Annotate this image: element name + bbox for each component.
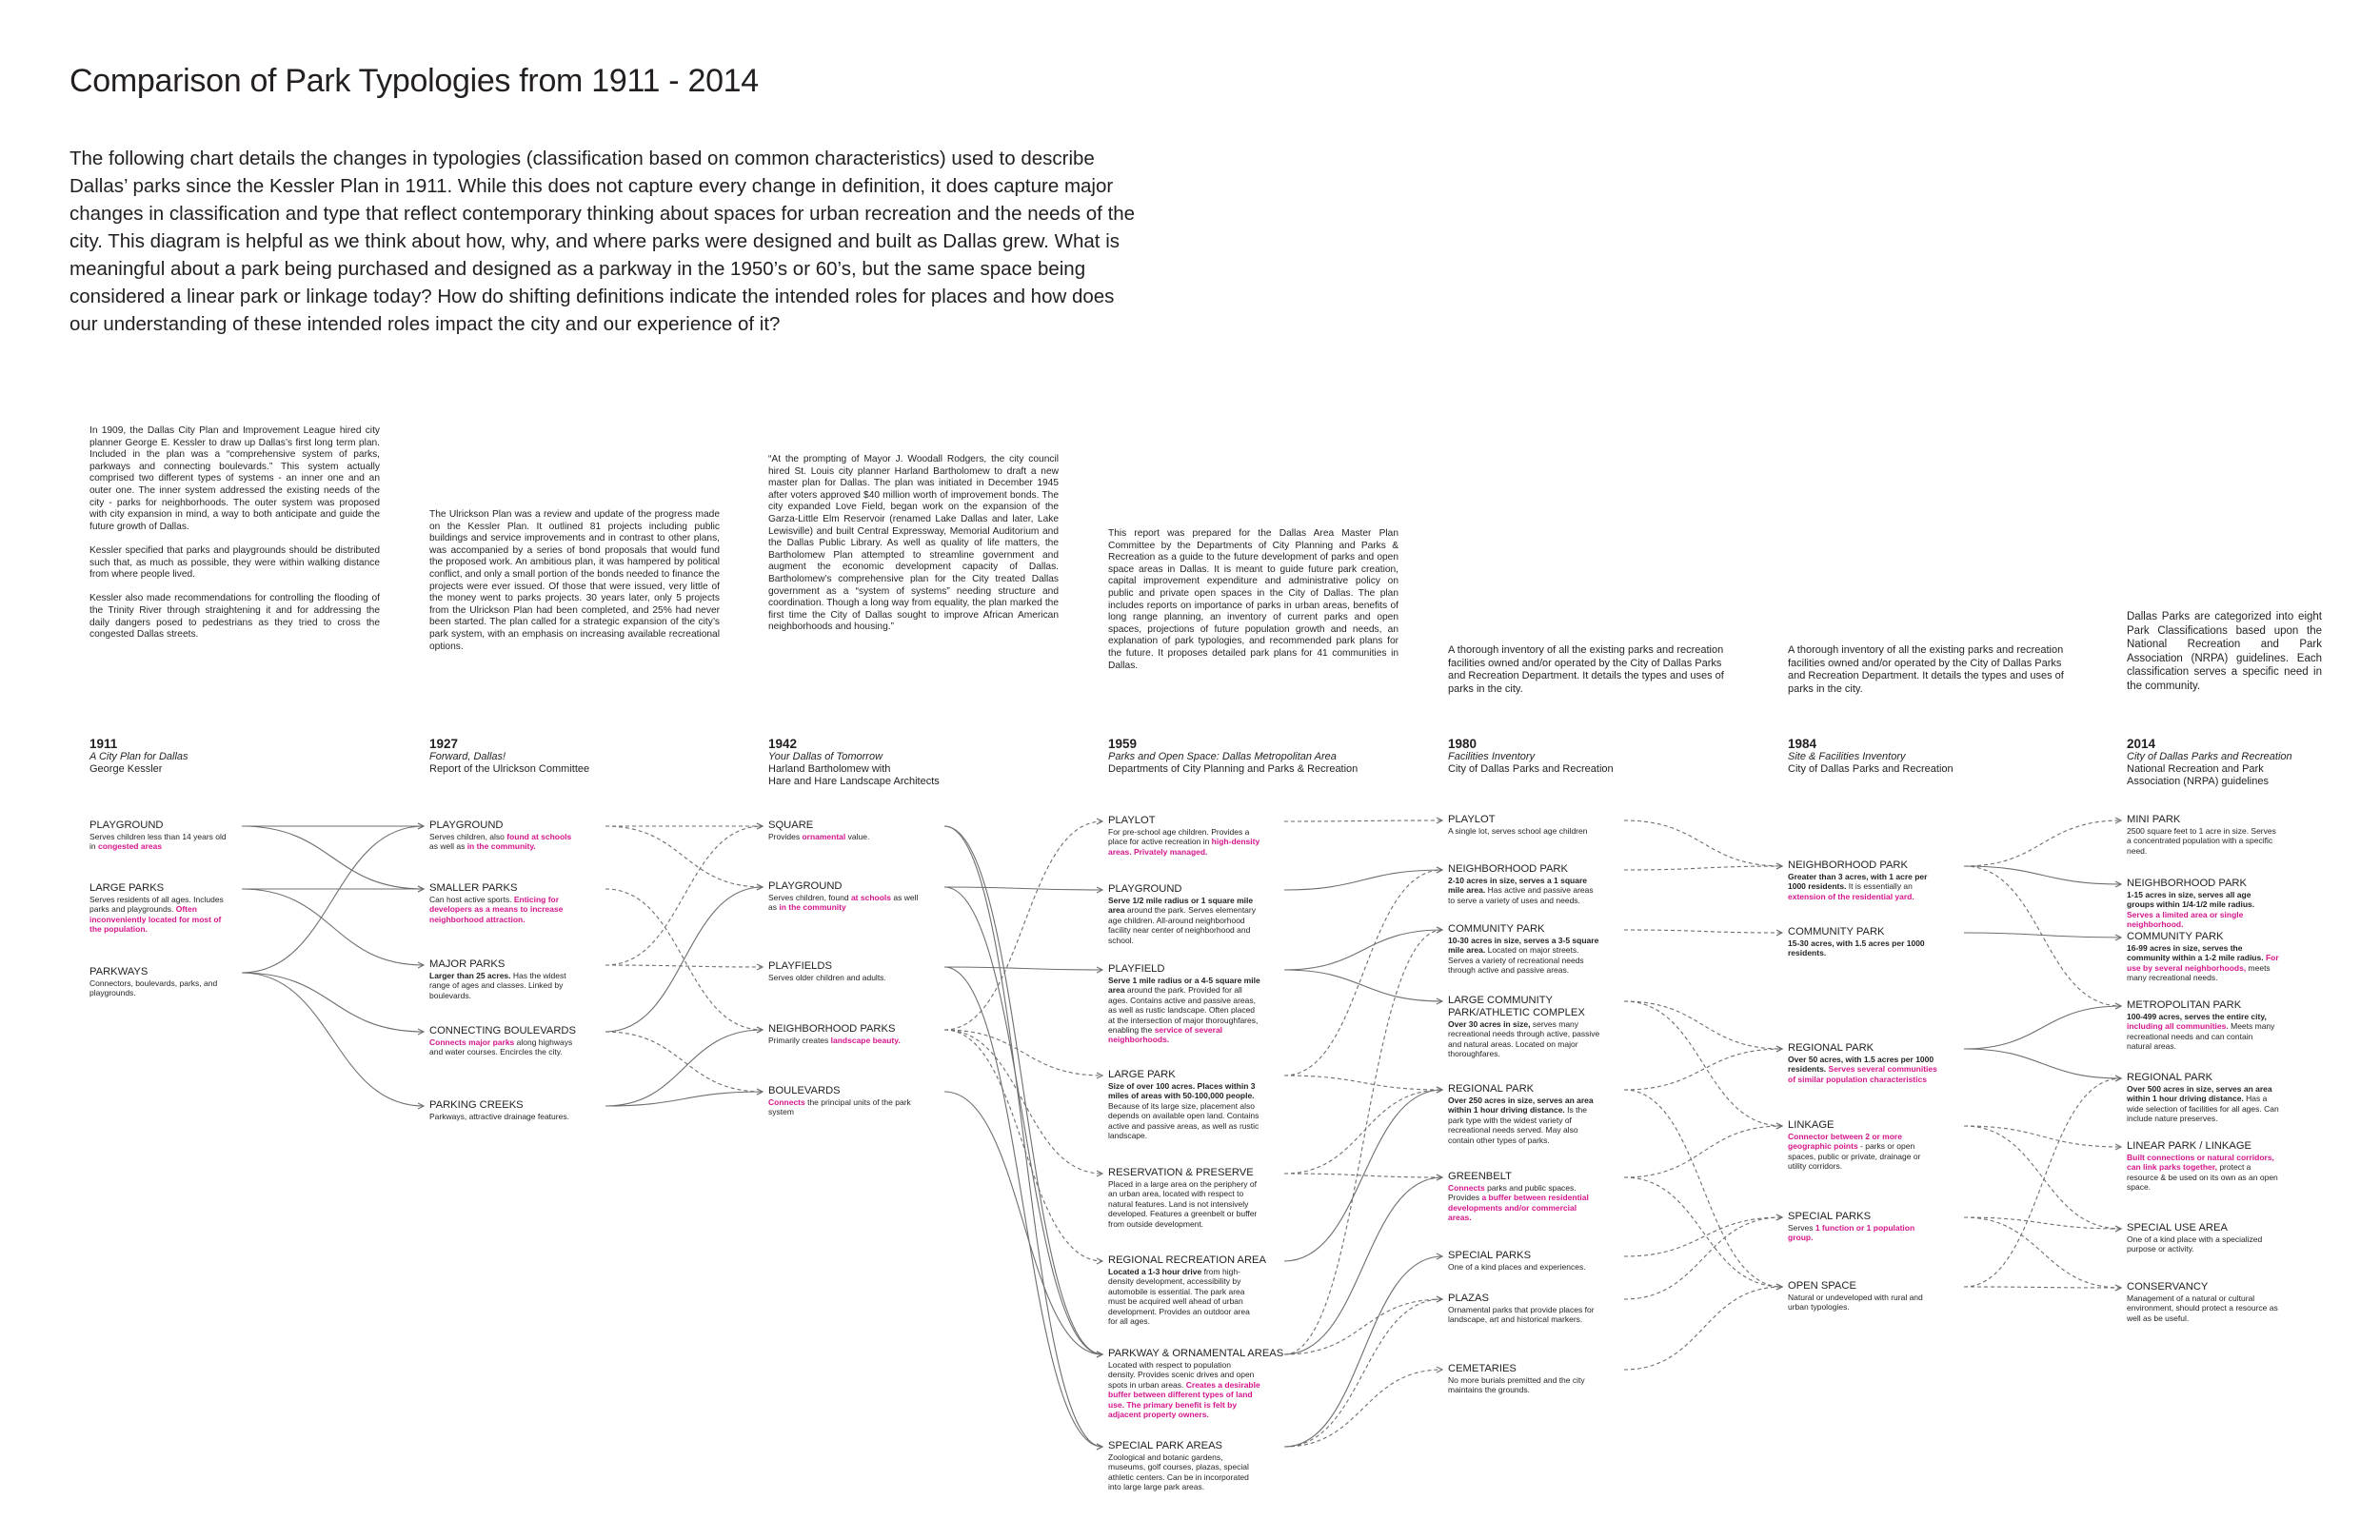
park-type (1448, 1363, 1629, 1395)
park-type (768, 880, 949, 913)
typology-link (1284, 870, 1442, 1076)
typology-link (1284, 930, 1442, 970)
park-type (768, 1023, 949, 1045)
park-type-name: RESERVATION & PRESERVE (1108, 1167, 1254, 1178)
column-year: 1942 (768, 737, 798, 751)
column-year: 1911 (89, 737, 118, 751)
park-type-name: PLAYLOT (1108, 815, 1156, 826)
typology-link (1624, 1217, 1782, 1256)
column-year: 1927 (429, 737, 459, 751)
park-type-description: Larger than 25 acres. Has the widest range of ages and classes. Linked by boulevards. (429, 971, 566, 1000)
plan-author: Harland Bartholomew with Hare and Hare Landscape Architects (768, 763, 940, 787)
park-type-name: PLAYLOT (1448, 814, 1496, 825)
park-type-description: Natural or undeveloped with rural and urban typologies. (1788, 1293, 1923, 1313)
intro-paragraph: The following chart details the changes in typologies (classification based on common characteristics) used to describe Dallas’ parks since the Kessler Plan in 1911. While this does not capture every change in definition, it does capture major changes in classification and type that reflect contemporary thinking about spaces for urban recreation and the needs of the city. This diagram is helpful as we think about how, why, and where parks were designed and built as Dallas grew. What is meaningful about a park being purchased and designed as a parkway in the 1950’s or 60’s, but the same space being considered a linear park or linkage today? How do shifting definitions indicate the intended roles for places and how does our understanding of these intended roles impact the city and our experience of it? (69, 148, 1136, 335)
park-type-description: 10-30 acres in size, serves a 3-5 square mile area. Located on major streets. Serves a variety of recreational needs through active and passive areas. (1448, 936, 1599, 976)
park-type-description: Parkways, attractive drainage features. (429, 1112, 569, 1121)
park-type-name: NEIGHBORHOOD PARK (1448, 863, 1568, 875)
column-year: 1959 (1108, 737, 1138, 751)
park-type (1788, 1042, 1969, 1084)
park-type (89, 819, 232, 852)
column-header (1788, 737, 1954, 776)
park-type-description: Zoological and botanic gardens, museums, golf courses, plazas, special athletic centers. Can be in incorporated into large large park areas. (1108, 1452, 1249, 1492)
typology-link (1624, 866, 1782, 870)
park-type-description: Connects parks and public spaces. Provides a buffer between residential developments and/or commercial areas. (1448, 1183, 1589, 1223)
park-type-description: 16-99 acres in size, serves the community within a 1-2 mile radius. For use by several neighborhoods, meets many recreational needs. (2127, 943, 2279, 983)
park-type-description: Serves children, found at schools as well as in the community (768, 893, 919, 913)
plan-title: Your Dallas of Tomorrow (768, 751, 883, 762)
typology-link (605, 1092, 763, 1106)
park-type-name: REGIONAL PARK (2127, 1072, 2213, 1083)
typology-link (1284, 1177, 1442, 1354)
park-type-name: COMMUNITY PARK (2127, 931, 2224, 942)
column-description: In 1909, the Dallas City Plan and Improvement League hired city planner George E. Kessler to draw up Dallas’s first long term plan. Included in the plan was a “comprehensive system of parks, parkways and connecting boulevards.” This system actually comprised two different types of systems - an inner one and an outer one. The inner system addressed the existing needs of the city - parks for neighborhoods. The outer system was proposed with city expansion in mind, a way to both anticipate and guide the future growth of Dallas. Kessler specified that parks and playgrounds should be distributed such that, as much as possible, they were within walking distance from where people lived. Kessler also made recommendations for controlling the flooding of the Trinity River through straightening it and for addressing the daily dangers posed to pedestrians as they tried to cross the congested Dallas streets. (89, 425, 380, 641)
park-type (2127, 1072, 2308, 1124)
column-year: 2014 (2127, 737, 2156, 751)
typology-link (1964, 1126, 2121, 1229)
plan-title: Facilities Inventory (1448, 751, 1536, 762)
park-type-description: Over 50 acres, with 1.5 acres per 1000 residents. Serves several communities of similar population characteristics (1788, 1055, 1937, 1084)
park-type (1448, 1293, 1629, 1325)
park-type (89, 882, 232, 935)
park-type-name: LINKAGE (1788, 1119, 1835, 1131)
park-type-name: PLAYFIELDS (768, 960, 832, 972)
park-type (1788, 926, 1969, 958)
park-type (768, 1085, 949, 1117)
typology-link (1964, 1006, 2121, 1049)
plan-title: A City Plan for Dallas (89, 751, 188, 762)
typology-link (1624, 1090, 1782, 1287)
park-type-name: NEIGHBORHOOD PARK (2127, 878, 2247, 889)
typology-link (1284, 1256, 1442, 1447)
park-type-description: Primarily creates landscape beauty. (768, 1036, 901, 1045)
park-type-name: CONNECTING BOULEVARDS (429, 1025, 576, 1037)
park-type-name: PARKWAY & ORNAMENTAL AREAS (1108, 1348, 1284, 1359)
typology-link (944, 1030, 1102, 1174)
park-type (1448, 1250, 1629, 1272)
typology-link (1284, 1299, 1442, 1447)
park-type (1108, 1440, 1289, 1492)
park-type-name: PARKWAYS (89, 966, 149, 977)
typology-link (1964, 866, 2121, 884)
park-type-description: 15-30 acres, with 1.5 acres per 1000 residents. (1788, 938, 1925, 958)
typology-link (242, 973, 424, 1032)
park-type (1448, 863, 1629, 905)
park-type (1108, 1167, 1289, 1229)
typology-link (944, 821, 1102, 1030)
park-type-description: Over 500 acres in size, serves an area within 1 hour driving distance. Has a wide selection of facilities for all ages. Can include nature preserves. (2127, 1084, 2279, 1124)
park-type-description: Over 30 acres in size, serves many recreational needs through active, passive and natural areas. Located on major thoroughfares. (1448, 1019, 1600, 1059)
park-type (429, 1099, 610, 1121)
column-header (1448, 737, 1614, 776)
column-header (89, 737, 188, 776)
column-header (1108, 737, 1358, 776)
typology-link (1284, 870, 1442, 890)
park-type-name: MAJOR PARKS (429, 958, 506, 970)
typology-link (944, 1030, 1102, 1076)
park-type (429, 819, 610, 852)
park-type (1788, 1211, 1969, 1243)
park-type-description: A single lot, serves school age children (1448, 826, 1588, 836)
park-type (1108, 1254, 1289, 1326)
park-type (1108, 1348, 1289, 1419)
typology-link (944, 967, 1102, 970)
park-type (1788, 859, 1969, 901)
park-type (2127, 814, 2308, 856)
typology-link (1284, 1370, 1442, 1447)
park-type-name: SMALLER PARKS (429, 882, 518, 894)
typology-link (1964, 820, 2121, 866)
park-type-name: SPECIAL PARK AREAS (1108, 1440, 1223, 1451)
park-type-description: Connectors, boulevards, parks, and playgrounds. (89, 978, 218, 998)
park-type (768, 819, 949, 841)
park-type-description: Serves children, also found at schools as well as in the community. (429, 832, 572, 852)
park-type-name: GREENBELT (1448, 1171, 1512, 1182)
park-type (1788, 1119, 1969, 1172)
park-type-description: Built connections or natural corridors, can link parks together, protect a resource & be used on its own as an open space. (2127, 1153, 2278, 1193)
park-type (89, 966, 232, 998)
park-type-name: SQUARE (768, 819, 814, 831)
park-type (429, 958, 610, 1000)
park-type-name: COMMUNITY PARK (1788, 926, 1885, 938)
park-type (1448, 1083, 1629, 1145)
park-type-name: BOULEVARDS (768, 1085, 841, 1096)
typology-link (1624, 1126, 1782, 1177)
typology-link (1624, 1217, 1782, 1299)
park-type-description: Ornamental parks that provide places for landscape, art and historical markers. (1448, 1305, 1595, 1325)
park-type-description: Serves older children and adults. (768, 973, 886, 982)
typology-link (1964, 866, 2121, 1006)
park-type-name: PLAYGROUND (89, 819, 164, 831)
typology-link (605, 887, 763, 1032)
typology-link (1964, 1049, 2121, 1078)
typology-link (944, 967, 1102, 1447)
typology-link (605, 965, 763, 967)
park-type-name: LARGE PARKS (89, 882, 165, 894)
park-type-name: CEMETARIES (1448, 1363, 1517, 1374)
typology-link (605, 826, 763, 965)
column-year: 1980 (1448, 737, 1478, 751)
column-description: Dallas Parks are categorized into eight Park Classifications based upon the National Recreation and Park Association (NRPA) guidelines. Each classification serves a specific need in the community. (2127, 611, 2322, 692)
typology-link (1624, 1049, 1782, 1090)
typology-link (605, 826, 763, 887)
plan-title: Site & Facilities Inventory (1788, 751, 1906, 762)
plan-title: Forward, Dallas! (429, 751, 506, 762)
park-type-description: Can host active sports. Enticing for developers as a means to increase neighborhood attraction. (429, 895, 564, 924)
park-type-description: 2-10 acres in size, serves a 1 square mile area. Has active and passive areas to serve a variety of uses and needs. (1448, 876, 1594, 905)
park-type (429, 882, 610, 924)
park-type-description: Greater than 3 acres, with 1 acre per 1000 residents. It is essentially an extension of the residential yard. (1788, 872, 1928, 901)
park-type-description: Serve 1 mile radius or a 4-5 square mile area around the park. Provided for all ages. Contains active and passive areas, as well as rustic landscape. Often placed at the intersection of major thoroughfares, enabling the service of several neighborhoods. (1108, 976, 1260, 1045)
plan-author: City of Dallas Parks and Recreation (1788, 763, 1954, 775)
park-type (2127, 878, 2308, 930)
park-type-name: METROPOLITAN PARK (2127, 999, 2242, 1011)
park-type (1448, 995, 1605, 1059)
plan-author: City of Dallas Parks and Recreation (1448, 763, 1614, 775)
park-type (2127, 1222, 2308, 1254)
page-title: Comparison of Park Typologies from 1911 - 2014 (69, 63, 759, 99)
park-type (2127, 1281, 2308, 1323)
park-type-name: SPECIAL PARKS (1788, 1211, 1872, 1222)
park-type-description: Management of a natural or cultural environment, should protect a resource as well as be useful. (2127, 1293, 2278, 1323)
typology-link (1964, 1217, 2121, 1229)
plan-author: Departments of City Planning and Parks & Recreation (1108, 763, 1359, 775)
park-type-description: Located a 1-3 hour drive from high-density development, accessibility by automobile is essential. The park area must be acquired well ahead of urban development. Provides an outdoor area for all ages. (1108, 1267, 1250, 1327)
park-type-description: Connects the principal units of the park system (768, 1097, 911, 1117)
typology-link (1284, 1076, 1442, 1090)
typology-link (1284, 820, 1442, 821)
plan-title: Parks and Open Space: Dallas Metropolitan Area (1108, 751, 1337, 762)
park-type-description: Located with respect to population density. Provides scenic drives and open spots in urban areas. Creates a desirable buffer between different types of land use. The primary benefit is felt by adjacent property owners. (1108, 1360, 1260, 1420)
typology-link (944, 887, 1102, 1354)
column-description: A thorough inventory of all the existing parks and recreation facilities owned and/or operated by the City of Dallas Parks and Recreation Department. It details the types and uses of parks in the city. (1788, 644, 2064, 695)
park-type (1108, 815, 1289, 857)
park-type-name: NEIGHBORHOOD PARK (1788, 859, 1908, 871)
typology-link (1624, 820, 1782, 866)
typology-link (1624, 1177, 1782, 1287)
typology-link (944, 826, 1102, 1447)
park-type (1448, 923, 1629, 976)
park-type-name: SPECIAL USE AREA (2127, 1222, 2228, 1234)
park-type-description: Placed in a large area on the periphery of an urban area, located with respect to natural features. Land is not intensively developed. Features a greenbelt or buffer from outside development. (1108, 1179, 1258, 1229)
park-type-description: 2500 square feet to 1 acre in size. Serves a concentrated population with a specific need. (2127, 826, 2276, 856)
park-type-description: Size of over 100 acres. Places within 3 miles of areas with 50-100,000 people. Because of its large size, placement also depends on available open land. Contains active and passive areas, as well as rustic landscape. (1108, 1081, 1259, 1141)
typology-link (242, 826, 424, 889)
park-type-name: LINEAR PARK / LINKAGE (2127, 1140, 2251, 1152)
park-type-description: For pre-school age children. Provides a place for active recreation in high-density areas. Privately managed. (1108, 827, 1260, 857)
park-type-description: Serves 1 function or 1 population group. (1788, 1223, 1915, 1243)
typology-link (1624, 1287, 1782, 1370)
typology-link (1964, 1287, 2121, 1288)
park-type-description: 100-499 acres, serves the entire city, including all communities. Meets many recreational needs and can contain natural areas. (2127, 1012, 2275, 1052)
column-header (2127, 737, 2317, 788)
park-type (1788, 1280, 1969, 1313)
park-type (768, 960, 949, 982)
park-type-description: Serves residents of all ages. Includes parks and playgrounds. Often inconveniently located for most of the population. (89, 895, 224, 935)
typology-link (944, 1030, 1102, 1261)
park-type-description: Serve 1/2 mile radius or 1 square mile area around the park. Serves elementary age children. All-around neighborhood facility near center of neighborhood and school. (1108, 896, 1256, 945)
park-type-name: REGIONAL RECREATION AREA (1108, 1254, 1266, 1266)
column-description: “At the prompting of Mayor J. Woodall Rodgers, the city council hired St. Louis city planner Harland Bartholomew to draft a new master plan for Dallas. The plan was initiated in December 1945 after voters approved $40 million worth of improvement bonds. The city expanded Love Field, began work on the expansion of the Garza-Little Elm Reservoir (renamed Lake Dallas and later, Lake Lewisville) and built Central Expressway, Memorial Auditorium and the Dallas Public Library. As well as quality of life matters, the Bartholomew Plan attempted to streamline government and augment the economic development capacity of Dallas. Bartholomew’s comprehensive plan for the City treated Dallas government as a “system of systems” needing structure and coordination. Though a long way from equality, the plan marked the first time the City of Dallas sought to improve African American neighborhoods and housing.” (768, 454, 1059, 633)
park-type-name: OPEN SPACE (1788, 1280, 1856, 1292)
plan-title: City of Dallas Parks and Recreation (2127, 751, 2292, 762)
park-type-description: Over 250 acres in size, serves an area within 1 hour driving distance. Is the park type with the widest variety of recreational needs served. May also contain other types of parks. (1448, 1096, 1594, 1145)
park-type (2127, 1140, 2308, 1193)
plan-author: National Recreation and Park Association (NRPA) guidelines (2127, 763, 2269, 787)
park-type (1108, 1069, 1289, 1140)
park-type-name: PLAZAS (1448, 1293, 1489, 1304)
park-type-name: CONSERVANCY (2127, 1281, 2209, 1293)
park-type-description: Provides ornamental value. (768, 832, 870, 841)
typology-link (944, 887, 1102, 890)
park-type-description: One of a kind place with a specialized purpose or activity. (2127, 1234, 2263, 1254)
park-type-name: LARGE PARK (1108, 1069, 1176, 1080)
park-type-description: One of a kind places and experiences. (1448, 1262, 1586, 1272)
park-type-name: PLAYGROUND (1108, 883, 1182, 895)
park-type (1448, 1171, 1629, 1223)
typology-link (1624, 930, 1782, 933)
column-description: The Ulrickson Plan was a review and update of the progress made on the Kessler Plan. It outlined 81 projects including public buildings and service improvements and in contrast to other plans, was accompanied by a series of bond proposals that would fund the proposed work. An ambitious plan, it was hampered by political conflict, and only a small portion of the bonds needed to finance the projects were ever issued. Of those that were issued, very little of the money went to parks projects. 30 years later, only 5 projects from the Ulrickson Plan had been completed, and 25% had never been started. The plan called for a strategic expansion of the city’s park system, with an emphasis on increasing available recreational options. (429, 509, 720, 652)
park-type-name: SPECIAL PARKS (1448, 1250, 1532, 1261)
column-year: 1984 (1788, 737, 1817, 751)
park-type-name: NEIGHBORHOOD PARKS (768, 1023, 896, 1035)
typology-link (944, 1092, 1102, 1354)
typology-link (1284, 1299, 1442, 1354)
park-type (1448, 814, 1629, 836)
column-header (429, 737, 589, 776)
park-type-name: PLAYGROUND (768, 880, 843, 892)
park-type-name: COMMUNITY PARK (1448, 923, 1545, 935)
park-type (1108, 883, 1289, 945)
typology-link (242, 973, 424, 1106)
park-type-name: PARKING CREEKS (429, 1099, 524, 1111)
typology-link (1964, 1078, 2121, 1287)
park-type-description: Connects major parks along highways and water courses. Encircles the city. (429, 1037, 573, 1057)
typology-link (1624, 1001, 1782, 1049)
plan-author: Report of the Ulrickson Committee (429, 763, 590, 775)
typology-link (1284, 1090, 1442, 1174)
typology-link (1624, 1001, 1782, 1126)
column-description: This report was prepared for the Dallas Area Master Plan Committee by the Departments of City Planning and Parks & Recreation as a guide to the future development of parks and open space areas in Dallas. It is meant to guide future park creation, capital improvement expenditure and administrative policy on public and private open spaces in the City of Dallas. The plan includes reports on importance of parks in urban areas, benefits of long range planning, an inventory of current parks and open spaces, projections of future population growth and needs, an explanation of park typologies, and recommended park plans for the future. It proposes detailed park plans for 41 communities in Dallas. (1108, 528, 1398, 671)
typology-link (1284, 970, 1442, 1001)
column-header (768, 737, 940, 788)
park-type-description: Connector between 2 or more geographic points - parks or open spaces, public or private, drainage or utility corridors. (1788, 1132, 1921, 1172)
typology-link (605, 1032, 763, 1092)
park-type-description: 1-15 acres in size, serves all age groups within 1/4-1/2 mile radius. Serves a limited area or single neighborhood. (2127, 890, 2255, 930)
park-type-name: REGIONAL PARK (1788, 1042, 1874, 1054)
typology-link (944, 826, 1102, 1354)
typology-link (1284, 930, 1442, 1354)
park-type (2127, 931, 2308, 983)
typology-link (1284, 1090, 1442, 1261)
park-type (429, 1025, 610, 1057)
park-type-name: MINI PARK (2127, 814, 2181, 825)
park-type-description: Serves children less than 14 years old in congested areas (89, 832, 227, 852)
typology-link (242, 826, 424, 973)
park-type-description: No more burials premitted and the city maintains the grounds. (1448, 1375, 1585, 1395)
park-type (2127, 999, 2308, 1052)
park-type-name: LARGE COMMUNITY PARK/ATHLETIC COMPLEX (1448, 995, 1585, 1018)
plan-author: George Kessler (89, 763, 163, 775)
park-type-name: PLAYGROUND (429, 819, 504, 831)
park-type-name: PLAYFIELD (1108, 963, 1165, 975)
typology-link (605, 1030, 763, 1106)
park-type (1108, 963, 1289, 1045)
column-description: A thorough inventory of all the existing parks and recreation facilities owned and/or operated by the City of Dallas Parks and Recreation Department. It details the types and uses of parks in the city. (1448, 644, 1724, 695)
park-type-name: REGIONAL PARK (1448, 1083, 1535, 1095)
